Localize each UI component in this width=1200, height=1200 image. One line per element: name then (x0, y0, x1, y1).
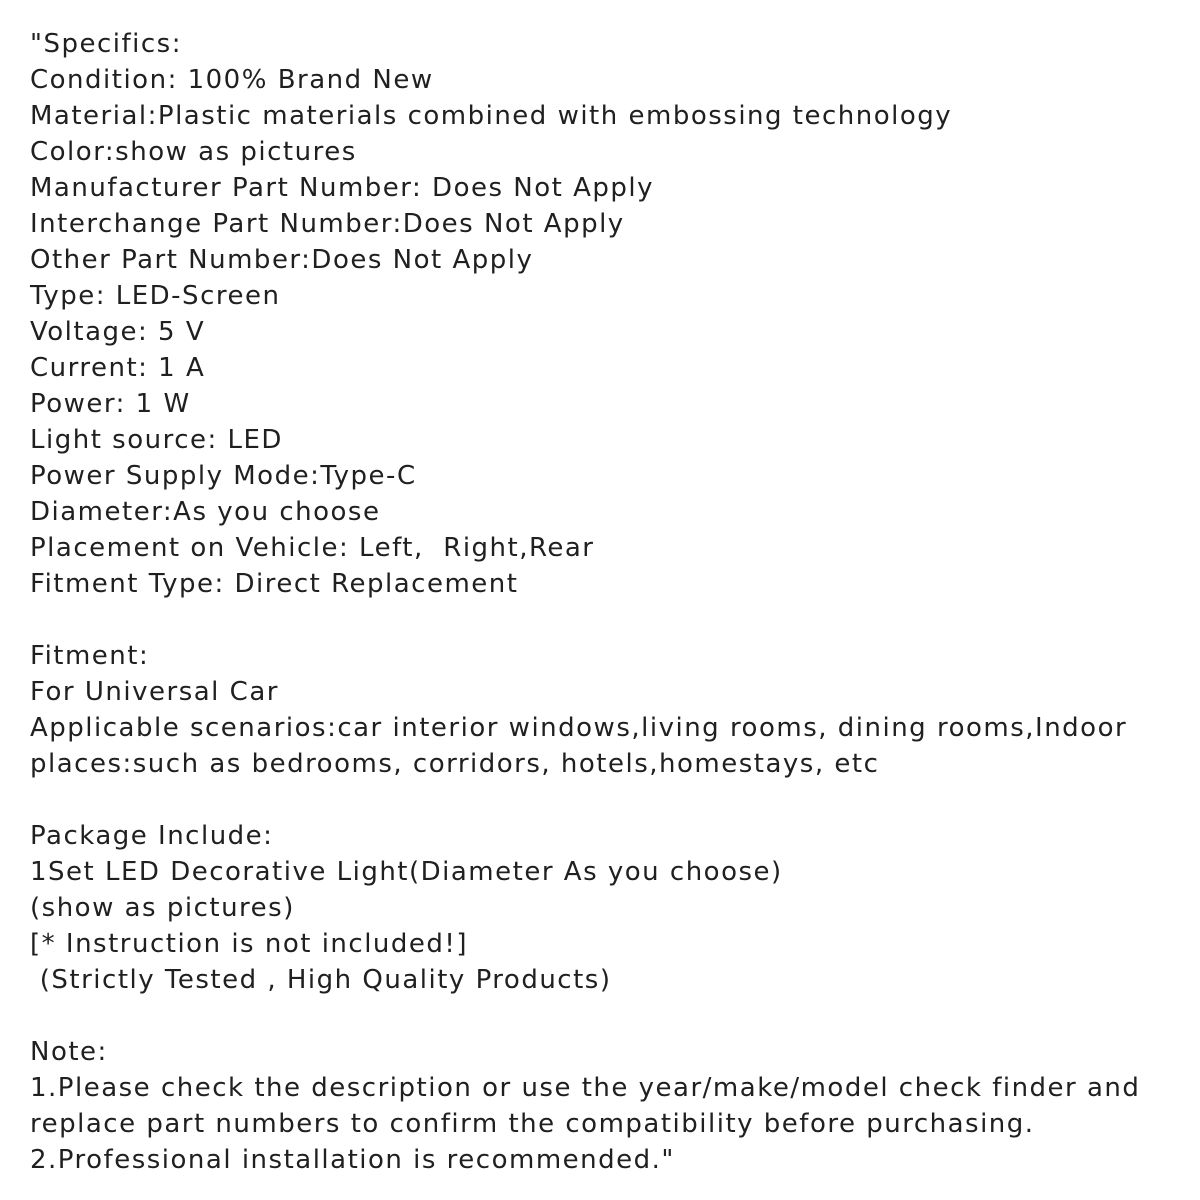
section-note (30, 1034, 1172, 1178)
text-line: Fitment Type: Direct Replacement (30, 569, 519, 599)
text-line: Package Include: (30, 821, 274, 851)
text-line: Manufacturer Part Number: Does Not Apply (30, 173, 655, 203)
text-line: Power Supply Mode:Type-C (30, 461, 417, 491)
text-line: Other Part Number:Does Not Apply (30, 245, 534, 275)
text-line: "Specifics: (30, 29, 182, 59)
text-line: Interchange Part Number:Does Not Apply (30, 209, 625, 239)
text-line: Placement on Vehicle: Left, Right,Rear (30, 533, 595, 563)
text-line: places:such as bedrooms, corridors, hotels,homestays, etc (30, 749, 880, 779)
section-fitment (30, 638, 1172, 782)
text-line: Note: (30, 1037, 108, 1067)
text-line: Diameter:As you choose (30, 497, 381, 527)
text-line: Power: 1 W (30, 389, 191, 419)
text-line: Light source: LED (30, 425, 283, 455)
text-line: Condition: 100% Brand New (30, 65, 434, 95)
text-line: (Strictly Tested , High Quality Products) (30, 965, 612, 995)
text-line: Applicable scenarios:car interior windows,living rooms, dining rooms,Indoor (30, 713, 1128, 743)
text-line: (show as pictures) (30, 893, 295, 923)
text-line: 1.Please check the description or use the year/make/model check finder and (30, 1073, 1141, 1103)
text-line: Material:Plastic materials combined with embossing technology (30, 101, 953, 131)
section-specifics (30, 26, 1172, 602)
text-line: 2.Professional installation is recommended." (30, 1145, 675, 1175)
text-line: Type: LED-Screen (30, 281, 281, 311)
text-line: For Universal Car (30, 677, 279, 707)
text-line: Current: 1 A (30, 353, 206, 383)
text-line: [* Instruction is not included!] (30, 929, 468, 959)
text-line: replace part numbers to confirm the compatibility before purchasing. (30, 1109, 1035, 1139)
text-line: Fitment: (30, 641, 150, 671)
section-package-include (30, 818, 1172, 998)
text-line: Color:show as pictures (30, 137, 357, 167)
text-line: Voltage: 5 V (30, 317, 206, 347)
text-line: 1Set LED Decorative Light(Diameter As you choose) (30, 857, 783, 887)
